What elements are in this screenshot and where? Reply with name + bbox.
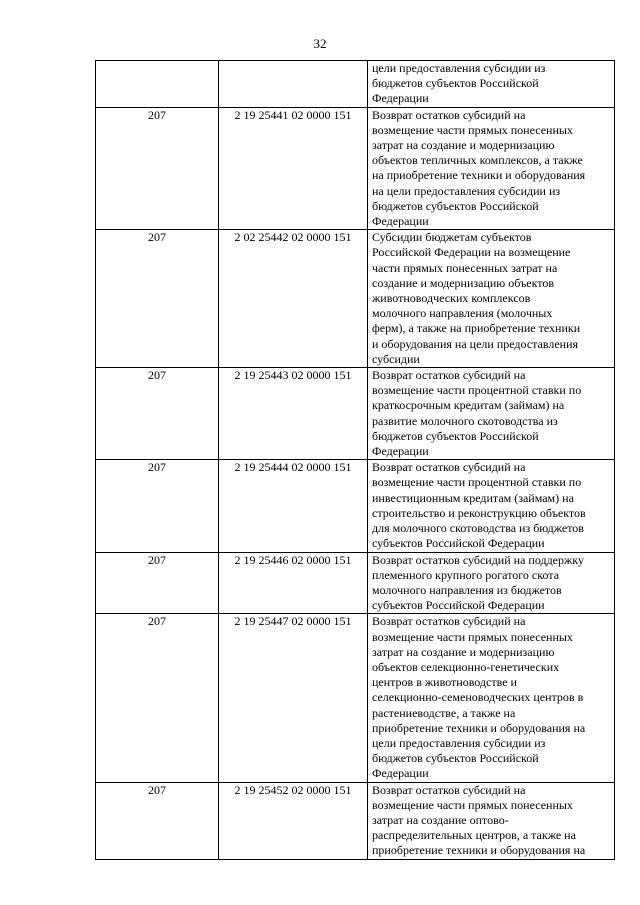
budget-code-cell (219, 61, 368, 108)
budget-code-cell: 2 19 25441 02 0000 151 (219, 107, 368, 230)
income-name-line: возмещение части процентной ставки по (372, 383, 582, 398)
budget-code-cell: 2 19 25444 02 0000 151 (219, 460, 368, 552)
income-name-line: возмещение части прямых понесенных (372, 122, 573, 137)
income-name-line: Возврат остатков субсидий на (372, 614, 526, 629)
admin-code-cell: 207 (96, 614, 219, 782)
budget-code-cell: 2 19 25443 02 0000 151 (219, 368, 368, 460)
income-name-cell (368, 230, 615, 368)
income-name-line: части прямых понесенных затрат на (372, 260, 558, 275)
admin-code-cell: 207 (96, 368, 219, 460)
table-row (96, 61, 615, 108)
income-name-line: для молочного скотоводства из бюджетов (372, 521, 584, 536)
income-name-line: Федерации (372, 444, 429, 459)
income-name-line: на приобретение техники и оборудования (372, 168, 586, 183)
income-name-line: Возврат остатков субсидий на (372, 782, 526, 797)
income-name-line: племенного крупного рогатого скота (372, 567, 560, 582)
income-name-line: и оборудования на цели предоставления (372, 336, 579, 351)
income-name-cell (368, 614, 615, 782)
income-name-line: ферм), а также на приобретение техники (372, 321, 581, 336)
income-name-line: краткосрочным кредитам (займам) на (372, 398, 565, 413)
income-name-line: возмещение части процентной ставки по (372, 475, 582, 490)
income-name-cell (368, 368, 615, 460)
income-name-line: субсидии (372, 351, 420, 366)
income-name-cell (368, 782, 615, 859)
income-name-line: молочного направления (молочных (372, 306, 553, 321)
table-row (96, 107, 615, 230)
table-row (96, 782, 615, 859)
admin-code-cell: 207 (96, 107, 219, 230)
income-name-line: строительство и реконструкцию объектов (372, 505, 586, 520)
admin-code-cell: 207 (96, 552, 219, 614)
classification-table (95, 60, 615, 860)
income-name-line: затрат на создание и модернизацию (372, 138, 555, 153)
income-name-line: Федерации (372, 214, 429, 229)
income-name-line: бюджетов субъектов Российской (372, 428, 539, 443)
income-name-line: Возврат остатков субсидий на (372, 107, 526, 122)
income-name-line: растениеводстве, а также на (372, 705, 516, 720)
income-name-line: центров в животноводстве и (372, 675, 517, 690)
income-name-line: затрат на создание и модернизацию (372, 644, 555, 659)
income-name-line: затрат на создание оптово- (372, 812, 509, 827)
budget-code-cell: 2 19 25452 02 0000 151 (219, 782, 368, 859)
page-number: 32 (313, 36, 327, 51)
income-name-line: субъектов Российской Федерации (372, 536, 545, 551)
income-name-line: Возврат остатков субсидий на поддержку (372, 552, 584, 567)
income-name-line: бюджетов субъектов Российской (372, 76, 539, 91)
income-name-line: субъектов Российской Федерации (372, 598, 545, 613)
admin-code-cell: 207 (96, 782, 219, 859)
income-name-line: Федерации (372, 766, 429, 781)
budget-code-cell: 2 02 25442 02 0000 151 (219, 230, 368, 368)
income-name-line: бюджетов субъектов Российской (372, 751, 539, 766)
income-name-line: на цели предоставления субсидии из (372, 183, 561, 198)
income-name-cell (368, 460, 615, 552)
admin-code-cell (96, 61, 219, 108)
table-body (96, 61, 615, 860)
income-name-cell (368, 107, 615, 230)
income-name-line: приобретение техники и оборудования на (372, 843, 586, 858)
income-name-line: цели предоставления субсидии из (372, 735, 546, 750)
income-name-cell (368, 552, 615, 614)
income-name-line: цели предоставления субсидии из (372, 61, 546, 75)
budget-code-cell: 2 19 25447 02 0000 151 (219, 614, 368, 782)
income-name-line: приобретение техники и оборудования на (372, 720, 586, 735)
table-row (96, 230, 615, 368)
income-name-line: возмещение части прямых понесенных (372, 797, 573, 812)
income-name-line: распределительных центров, а также на (372, 828, 576, 843)
income-name-line: возмещение части прямых понесенных (372, 629, 573, 644)
income-name-line: молочного направления из бюджетов (372, 582, 562, 597)
income-name-line: Возврат остатков субсидий на (372, 368, 526, 383)
income-name-line: бюджетов субъектов Российской (372, 198, 539, 213)
income-name-line: селекционно-семеноводческих центров в (372, 690, 584, 705)
admin-code-cell: 207 (96, 230, 219, 368)
income-name-line: объектов селекционно-генетических (372, 659, 560, 674)
income-name-line: животноводческих комплексов (372, 291, 531, 306)
income-name-line: Российской Федерации на возмещение (372, 245, 571, 260)
income-name-line: объектов тепличных комплексов, а также (372, 153, 583, 168)
table-row (96, 552, 615, 614)
budget-code-cell: 2 19 25446 02 0000 151 (219, 552, 368, 614)
table-row (96, 460, 615, 552)
income-name-cell (368, 61, 615, 108)
income-name-line: развитие молочного скотоводства из (372, 413, 558, 428)
income-name-line: Федерации (372, 91, 429, 106)
income-name-line: Возврат остатков субсидий на (372, 460, 526, 475)
table-row (96, 368, 615, 460)
income-name-line: создание и модернизацию объектов (372, 275, 555, 290)
table-row (96, 614, 615, 782)
income-name-line: инвестиционным кредитам (займам) на (372, 490, 574, 505)
income-name-line: Субсидии бюджетам субъектов (372, 230, 532, 245)
admin-code-cell: 207 (96, 460, 219, 552)
